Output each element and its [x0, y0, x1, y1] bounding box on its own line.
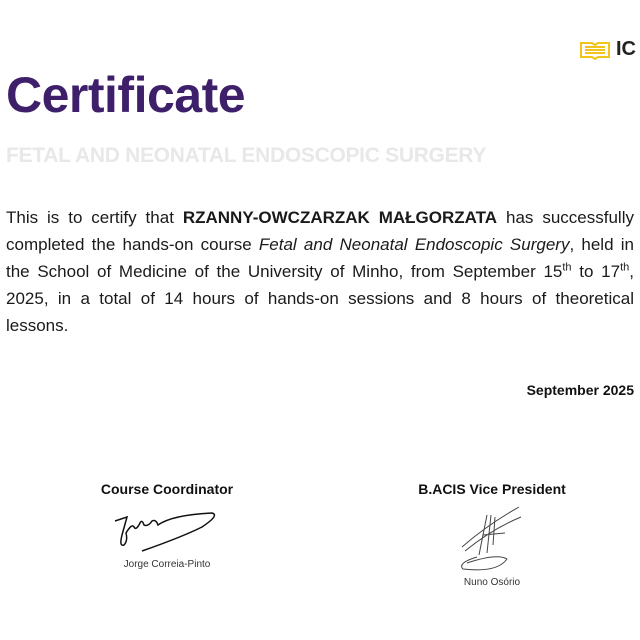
logo-text: IC — [616, 38, 636, 60]
ordinal: th — [562, 261, 572, 274]
body-text: on sessions and 8 hours of theoretical lessons. — [6, 289, 634, 335]
signature-block-coordinator — [47, 481, 287, 570]
logo — [580, 38, 636, 61]
signatory-name: Jorge Correia-Pinto — [123, 559, 211, 570]
course-subtitle: FETAL AND NEONATAL ENDOSCOPIC SURGERY — [6, 144, 487, 167]
body-text: , 2025, in a total of 14 hours of hands- — [6, 262, 634, 308]
body-text: has — [506, 208, 534, 227]
logo-mark-icon — [580, 40, 610, 60]
body-text: to 17 — [571, 262, 621, 281]
signatory-name: Nuno Osório — [463, 577, 521, 588]
body-text: successfully completed the hands-on course — [6, 208, 634, 254]
recipient-name: RZANNY-OWCZARZAK MAŁGORZATA — [182, 208, 498, 227]
body-text: , held in the School of Medicine of the University of — [6, 235, 635, 281]
body-text: This is to certify that — [6, 208, 174, 227]
signatory-role: Course Coordinator — [100, 481, 234, 497]
ordinal: th — [620, 261, 630, 274]
signature-block-vice-president — [372, 481, 612, 588]
signature-icon — [457, 505, 527, 573]
course-name: Endoscopic Surgery — [414, 235, 570, 254]
signature-icon — [112, 505, 222, 555]
signatory-role: B.ACIS Vice President — [418, 481, 566, 497]
issue-date: September 2025 — [526, 382, 634, 398]
body-text: Minho, from September 15 — [352, 262, 563, 281]
certificate-title: Certificate — [6, 67, 246, 123]
course-name: Fetal and Neonatal — [258, 235, 408, 254]
certificate-body — [6, 204, 634, 339]
